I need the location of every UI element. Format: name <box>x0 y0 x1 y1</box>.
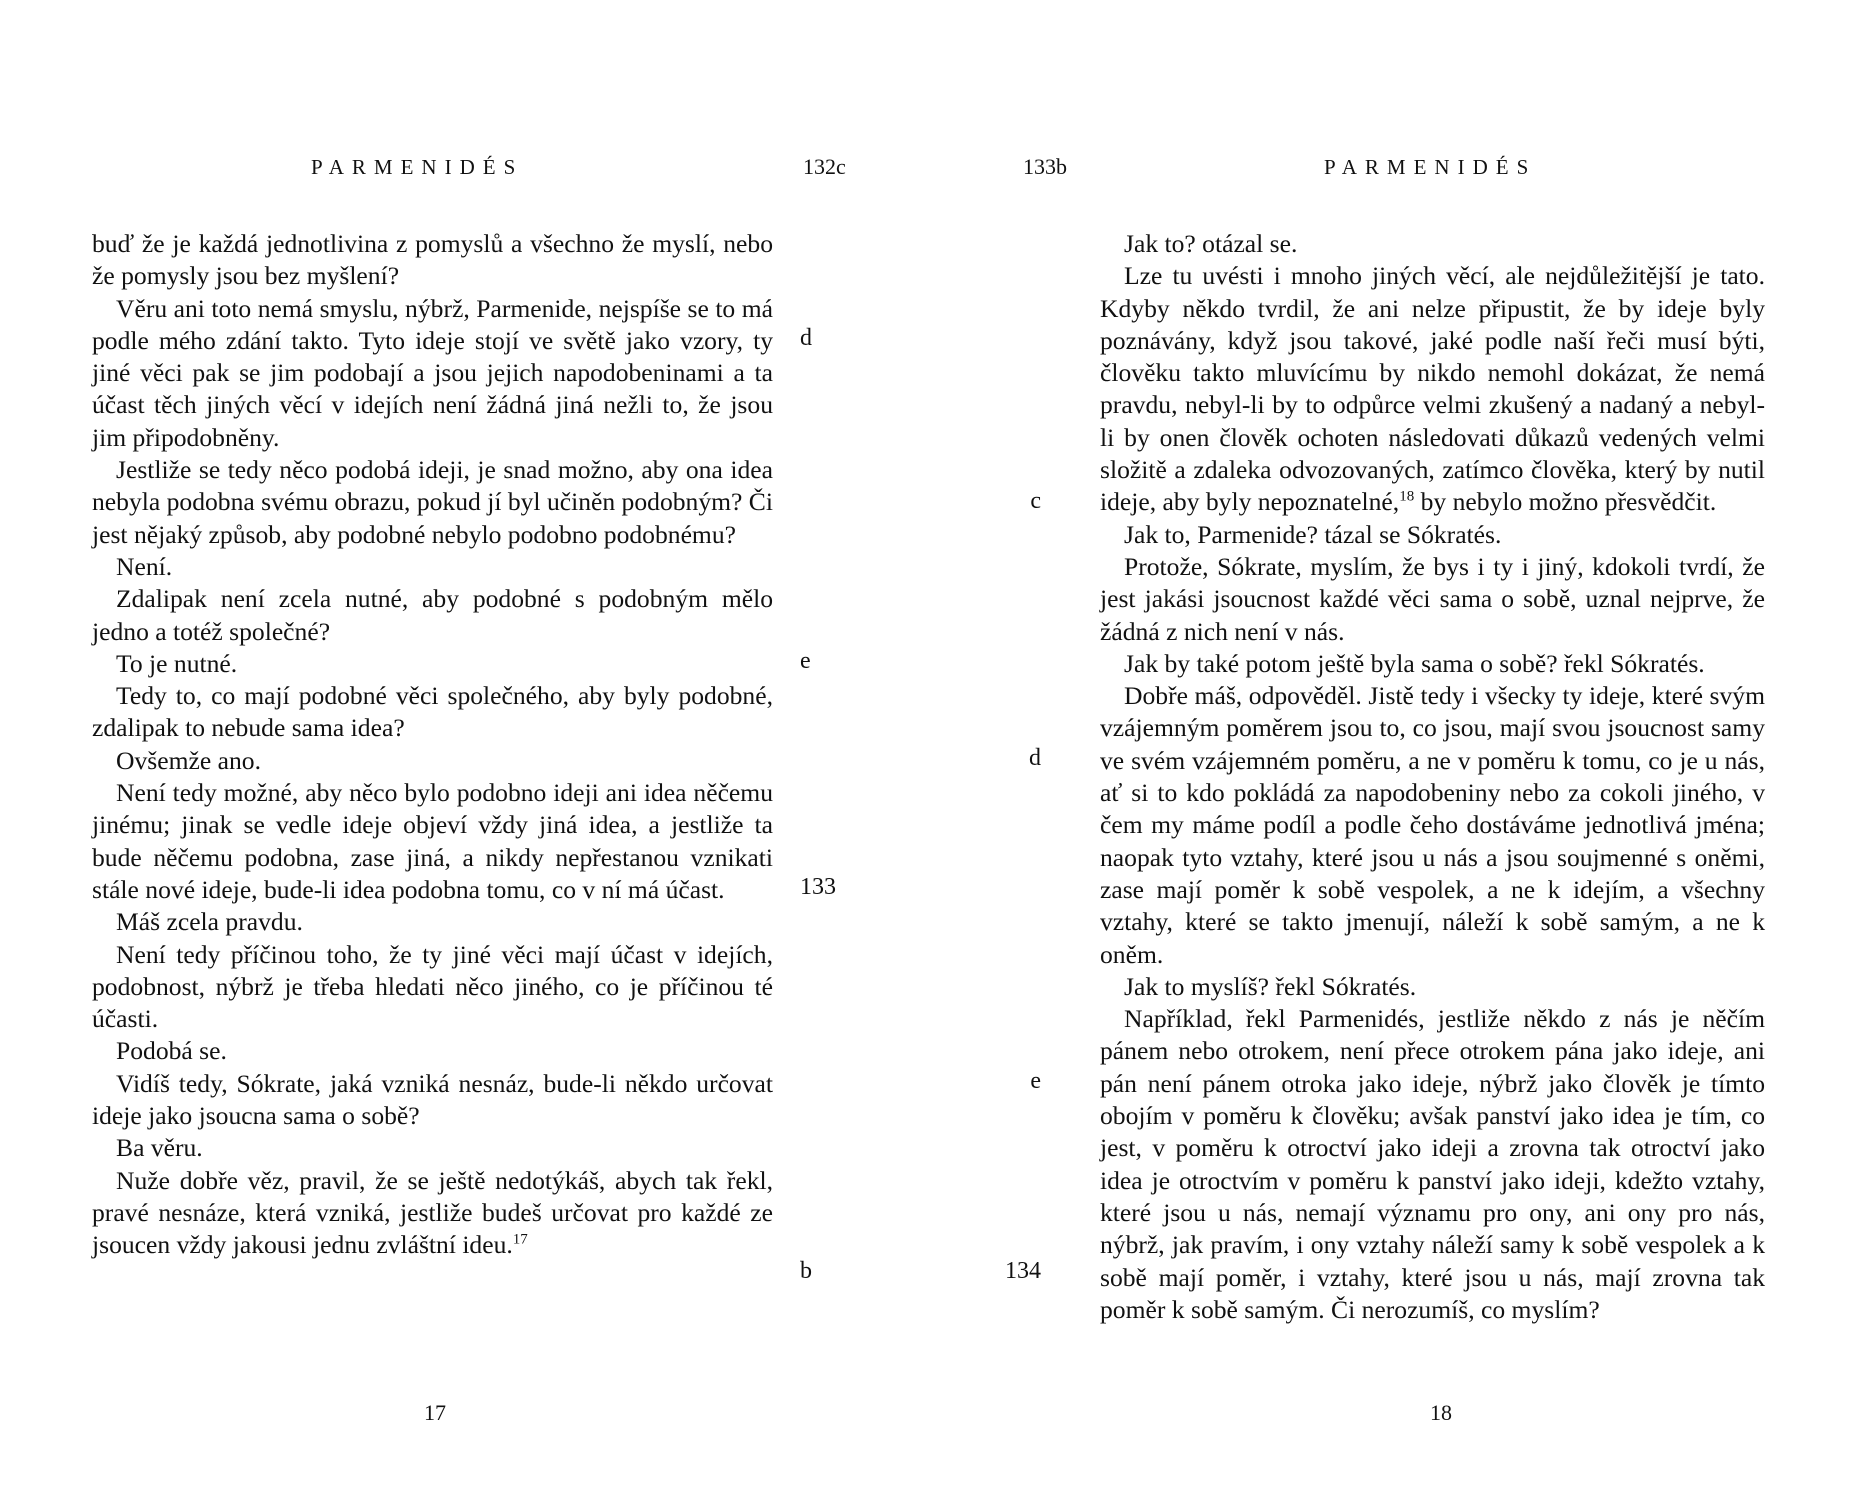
left-section-number: 132c <box>803 154 846 179</box>
right-paragraph-2 <box>1100 260 1765 518</box>
left-paragraph-5: Zdalipak není zcela nutné, aby podobné s podobným mělo jedno a totéž společné? <box>92 584 773 646</box>
footnote-ref-18[interactable]: 18 <box>1399 488 1415 505</box>
left-paragraph-9: Není tedy možné, aby něco bylo podobno ideji ani idea něčemu jinému; jinak se vedle ideje objeví vždy jiná idea, a jestliže ta bude něčemu podobna, zase jiná, a nikdy nepřestanou vznikati stále nové ideje, bude-li idea podobna tomu, co v ní má účast. <box>92 778 773 904</box>
left-margin-note-b: b <box>800 1258 812 1284</box>
left-paragraph-1: buď že je každá jednotlivina z pomyslů a všechno že myslí, nebo že pomysly jsou bez myšlení? <box>92 229 773 291</box>
right-margin-note-134: 134 <box>1005 1258 1041 1284</box>
left-paragraph-12: Podobá se. <box>116 1036 227 1066</box>
right-page-number: 18 <box>1430 1400 1452 1425</box>
left-paragraph-10: Máš zcela pravdu. <box>116 907 303 937</box>
right-section-number: 133b <box>1023 154 1067 179</box>
right-paragraph-2-text: Lze tu uvésti i mnoho jiných věcí, ale nejdůležitější je tato. Kdyby někdo tvrdil, že ani nelze připustit, že by ideje byly poznávány, když jsou takové, jaké podle naší řeči musí býti, člověku takto mluvícímu by nikdo nemohl dokázat, že nemá pravdu, nebyl-li by to odpůrce velmi zkušený a nadaný a nebyl-li by onen člověk ochoten následovati důkazů vedených velmi složitě a zdaleka odvozovaných, zatímco člověka, který by nutil ideje, aby byly nepoznatelné, <box>1100 261 1765 517</box>
right-margin-note-c: c <box>1030 488 1041 514</box>
right-paragraph-5: Jak by také potom ještě byla sama o sobě? řekl Sókratés. <box>1124 648 1705 678</box>
right-text-block <box>1100 228 1765 1326</box>
right-paragraph-6: Dobře máš, odpověděl. Jistě tedy i všecky ty ideje, které svým vzájemným poměrem jsou to, co jsou, mají svou jsoucnost samy ve svém vzájemném poměru, a ne v poměru k tomu, co je u nás, ať si to kdo pokládá za napodobeniny nebo za cokoli jiného, v čem my máme podíl a podle čeho dostáváme jednotlivá jména; naopak tyto vztahy, které jsou u nás a jsou soujmenné s oněmi, zase mají poměr k sobě vespolek, a ne k idejím, a všechny vztahy, které se takto jmenují, náleží k sobě samým, a ne k oněm. <box>1100 681 1765 969</box>
left-paragraph-15-text: Nuže dobře věz, pravil, že se ještě nedotýkáš, abych tak řekl, pravé nesnáze, která vzniká, jestliže budeš určovat pro každé ze jsoucen vždy jakousi jednu zvláštní ideu. <box>92 1165 773 1260</box>
left-paragraph-15 <box>92 1165 773 1262</box>
left-running-title: PARMENIDÉS <box>311 155 524 179</box>
right-paragraph-7: Jak to myslíš? řekl Sókratés. <box>1124 971 1417 1001</box>
left-paragraph-3: Jestliže se tedy něco podobá ideji, je snad možno, aby ona idea nebyla podobna svému obrazu, pokud jí byl učiněn podobným? Či jest nějaký způsob, aby podobné nebylo podobno podobnému? <box>92 455 773 549</box>
left-margin-note-133: 133 <box>800 874 836 900</box>
right-paragraph-1: Jak to? otázal se. <box>1124 229 1298 258</box>
left-text-block <box>92 228 773 1262</box>
left-margin-note-e: e <box>800 648 811 674</box>
footnote-ref-17[interactable]: 17 <box>512 1231 528 1248</box>
right-paragraph-8: Například, řekl Parmenidés, jestliže někdo z nás je něčím pánem nebo otrokem, není přece otrokem pána jako ideje, ani pán není pánem otroka jako ideje, nýbrž jako člověk je tímto obojím v poměru k člověku; avšak panství jako idea je tím, co jest, v poměru k otroctví jako ideji a zrovna tak otroctví jako idea je otroctvím v poměru k panství jako ideji, kdežto vztahy, které jsou u nás, nemají významu pro ony, ani ony pro nás, nýbrž, jak pravím, i ony vztahy náleží samy k sobě vespolek a k sobě mají poměr, i vztahy, které jsou u nás, mají zrovna tak poměr k sobě samým. Či nerozumíš, co myslím? <box>1100 1004 1765 1324</box>
left-paragraph-11: Není tedy příčinou toho, že ty jiné věci mají účast v idejích, podobnost, nýbrž je třeba hledati něco jiného, co je příčinou té účasti. <box>92 939 773 1034</box>
right-margin-note-e: e <box>1030 1068 1041 1094</box>
left-paragraph-8: Ovšemže ano. <box>116 745 261 775</box>
right-paragraph-4: Protože, Sókrate, myslím, že bys i ty i jiný, kdokoli tvrdí, že jest jakási jsoucnost každé věci sama o sobě, uznal nejprve, že žádná z nich není v nás. <box>1100 551 1765 646</box>
left-paragraph-7: Tedy to, co mají podobné věci společného, aby byly podobné, zdalipak to nebude sama idea? <box>92 681 773 743</box>
left-margin-note-d: d <box>800 325 812 351</box>
right-paragraph-3: Jak to, Parmenide? tázal se Sókratés. <box>1124 519 1502 549</box>
right-page <box>931 0 1862 1501</box>
right-paragraph-2-tail: by nebylo možno přesvědčit. <box>1420 487 1717 517</box>
left-paragraph-14: Ba věru. <box>116 1133 203 1163</box>
left-page-number: 17 <box>424 1400 446 1425</box>
left-paragraph-4: Není. <box>116 551 173 581</box>
right-margin-note-d: d <box>1029 745 1041 771</box>
left-paragraph-6: To je nutné. <box>116 648 238 678</box>
left-paragraph-2: Věru ani toto nemá smyslu, nýbrž, Parmenide, nejspíše se to má podle mého zdání takto. Tyto ideje stojí ve světě jako vzory, ty jiné věci pak se jim podobají a jsou jejich napodobeninami a ta účast těch jiných věcí v idejích není žádná jiná nežli to, že jsou jim připodobněny. <box>92 293 773 452</box>
left-paragraph-13: Vidíš tedy, Sókrate, jaká vzniká nesnáz, bude-li někdo určovat ideje jako jsoucna sama o sobě? <box>92 1068 773 1131</box>
right-running-title: PARMENIDÉS <box>1324 155 1537 179</box>
